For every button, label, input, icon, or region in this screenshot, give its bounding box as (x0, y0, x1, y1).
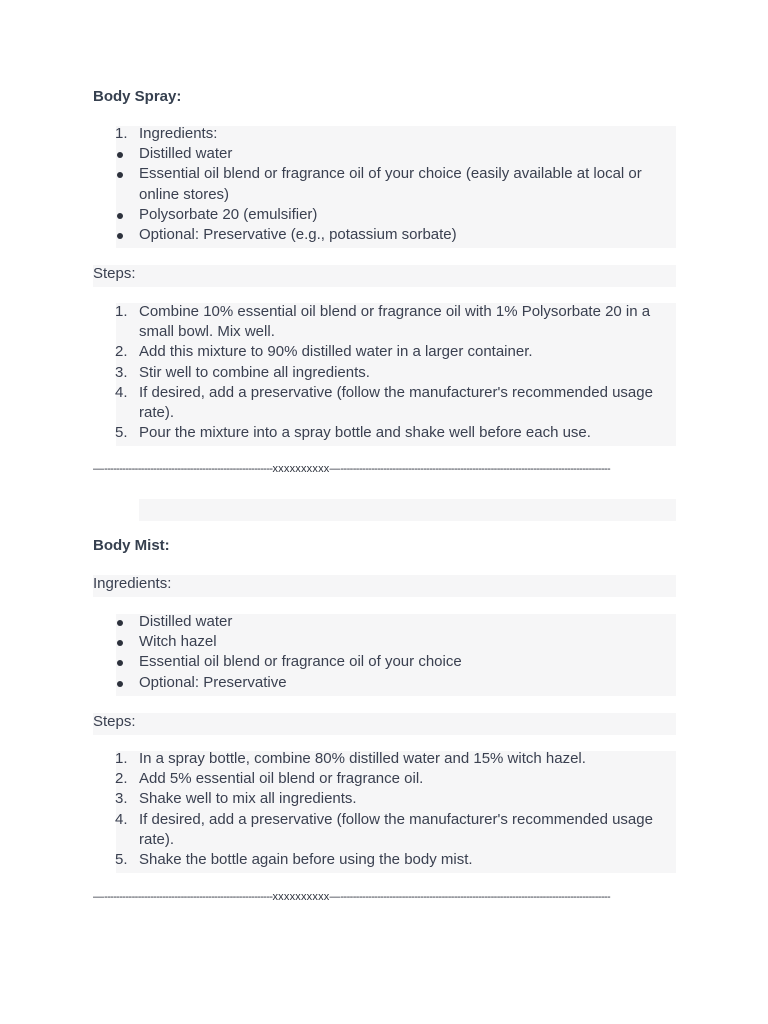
separator-line: —-------------------------------------------------------xxxxxxxxxx—---------------------------------------------------------------------------------------- (93, 463, 611, 475)
list-item-text: Shake the bottle again before using the body mist. (139, 851, 473, 869)
list-number: 4. (115, 383, 128, 401)
body-spray-steps-label: Steps: (93, 265, 136, 282)
list-item (93, 673, 676, 693)
list-item (93, 144, 676, 164)
list-item-text: Optional: Preservative (139, 673, 287, 691)
list-item-text: Distilled water (139, 145, 233, 163)
list-item (93, 423, 676, 443)
list-item-text: Add 5% essential oil blend or fragrance oil. (139, 770, 424, 788)
list-item (93, 225, 676, 245)
list-item-text: Witch hazel (139, 633, 217, 651)
list-number: 3. (115, 363, 128, 381)
list-item (93, 205, 676, 225)
list-item-text: Combine 10% essential oil blend or fragrance oil with 1% Polysorbate 20 in a small bowl. Mix well. (139, 303, 651, 341)
list-item-text: Pour the mixture into a spray bottle and shake well before each use. (139, 424, 591, 442)
list-item (93, 342, 676, 362)
body-mist-steps-label: Steps: (93, 713, 136, 730)
list-item-text: Essential oil blend or fragrance oil of your choice (easily available at local or online stores) (139, 165, 642, 203)
list-item (93, 302, 676, 342)
list-number: 1. (115, 125, 128, 142)
list-number: 1. (115, 750, 128, 767)
list-item-text: Stir well to combine all ingredients. (139, 363, 370, 381)
list-item (93, 164, 676, 204)
body-mist-ingredients-list (93, 612, 676, 693)
list-item-text: Add this mixture to 90% distilled water in a larger container. (139, 343, 533, 361)
list-number: 2. (115, 770, 128, 788)
list-number: 1. (115, 303, 128, 320)
list-item (93, 632, 676, 652)
list-item (93, 363, 676, 383)
list-number: 4. (115, 810, 128, 828)
body-spray-ingredients-list (93, 124, 676, 245)
bullet-dot (117, 233, 123, 239)
list-item (93, 383, 676, 423)
list-item (93, 749, 676, 769)
list-item-text: Essential oil blend or fragrance oil of your choice (139, 653, 462, 671)
list-item-text: If desired, add a preservative (follow the manufacturer's recommended usage rate). (139, 383, 653, 422)
list-item (93, 612, 676, 632)
list-item (93, 789, 676, 809)
list-item-text: Shake well to mix all ingredients. (139, 790, 357, 808)
bullet-dot (117, 681, 123, 687)
bullet-dot (117, 152, 123, 158)
list-number: 3. (115, 790, 128, 808)
body-spray-steps-list (93, 302, 676, 443)
list-item (93, 850, 676, 870)
bullet-dot (117, 172, 123, 178)
list-item-text: In a spray bottle, combine 80% distilled water and 15% witch hazel. (139, 750, 586, 767)
list-item-text: If desired, add a preservative (follow the manufacturer's recommended usage rate). (139, 810, 653, 848)
list-item (93, 652, 676, 672)
body-spray-heading: Body Spray: (93, 88, 182, 105)
body-mist-ingredients-label: Ingredients: (93, 575, 172, 592)
bullet-dot (117, 213, 123, 219)
list-item-text: Ingredients: (139, 125, 218, 142)
list-item-text: Polysorbate 20 (emulsifier) (139, 205, 318, 223)
body-mist-steps-list (93, 749, 676, 870)
bullet-dot (117, 640, 123, 646)
separator-line-2: —-------------------------------------------------------xxxxxxxxxx—---------------------------------------------------------------------------------------- (93, 891, 611, 903)
list-item-text: Optional: Preservative (e.g., potassium sorbate) (139, 226, 457, 244)
body-mist-ingredients-label-shade (93, 575, 676, 597)
list-number: 5. (115, 851, 128, 869)
list-item (93, 810, 676, 850)
body-mist-steps-label-shade (93, 713, 676, 735)
empty-shaded-row (139, 499, 676, 521)
bullet-dot (117, 660, 123, 666)
list-item-text: Distilled water (139, 613, 233, 630)
list-number: 5. (115, 424, 128, 442)
body-mist-heading: Body Mist: (93, 537, 170, 554)
list-number: 2. (115, 343, 128, 361)
body-spray-steps-shade (93, 265, 676, 287)
list-item (93, 769, 676, 789)
list-item (93, 124, 676, 144)
bullet-dot (117, 620, 123, 626)
